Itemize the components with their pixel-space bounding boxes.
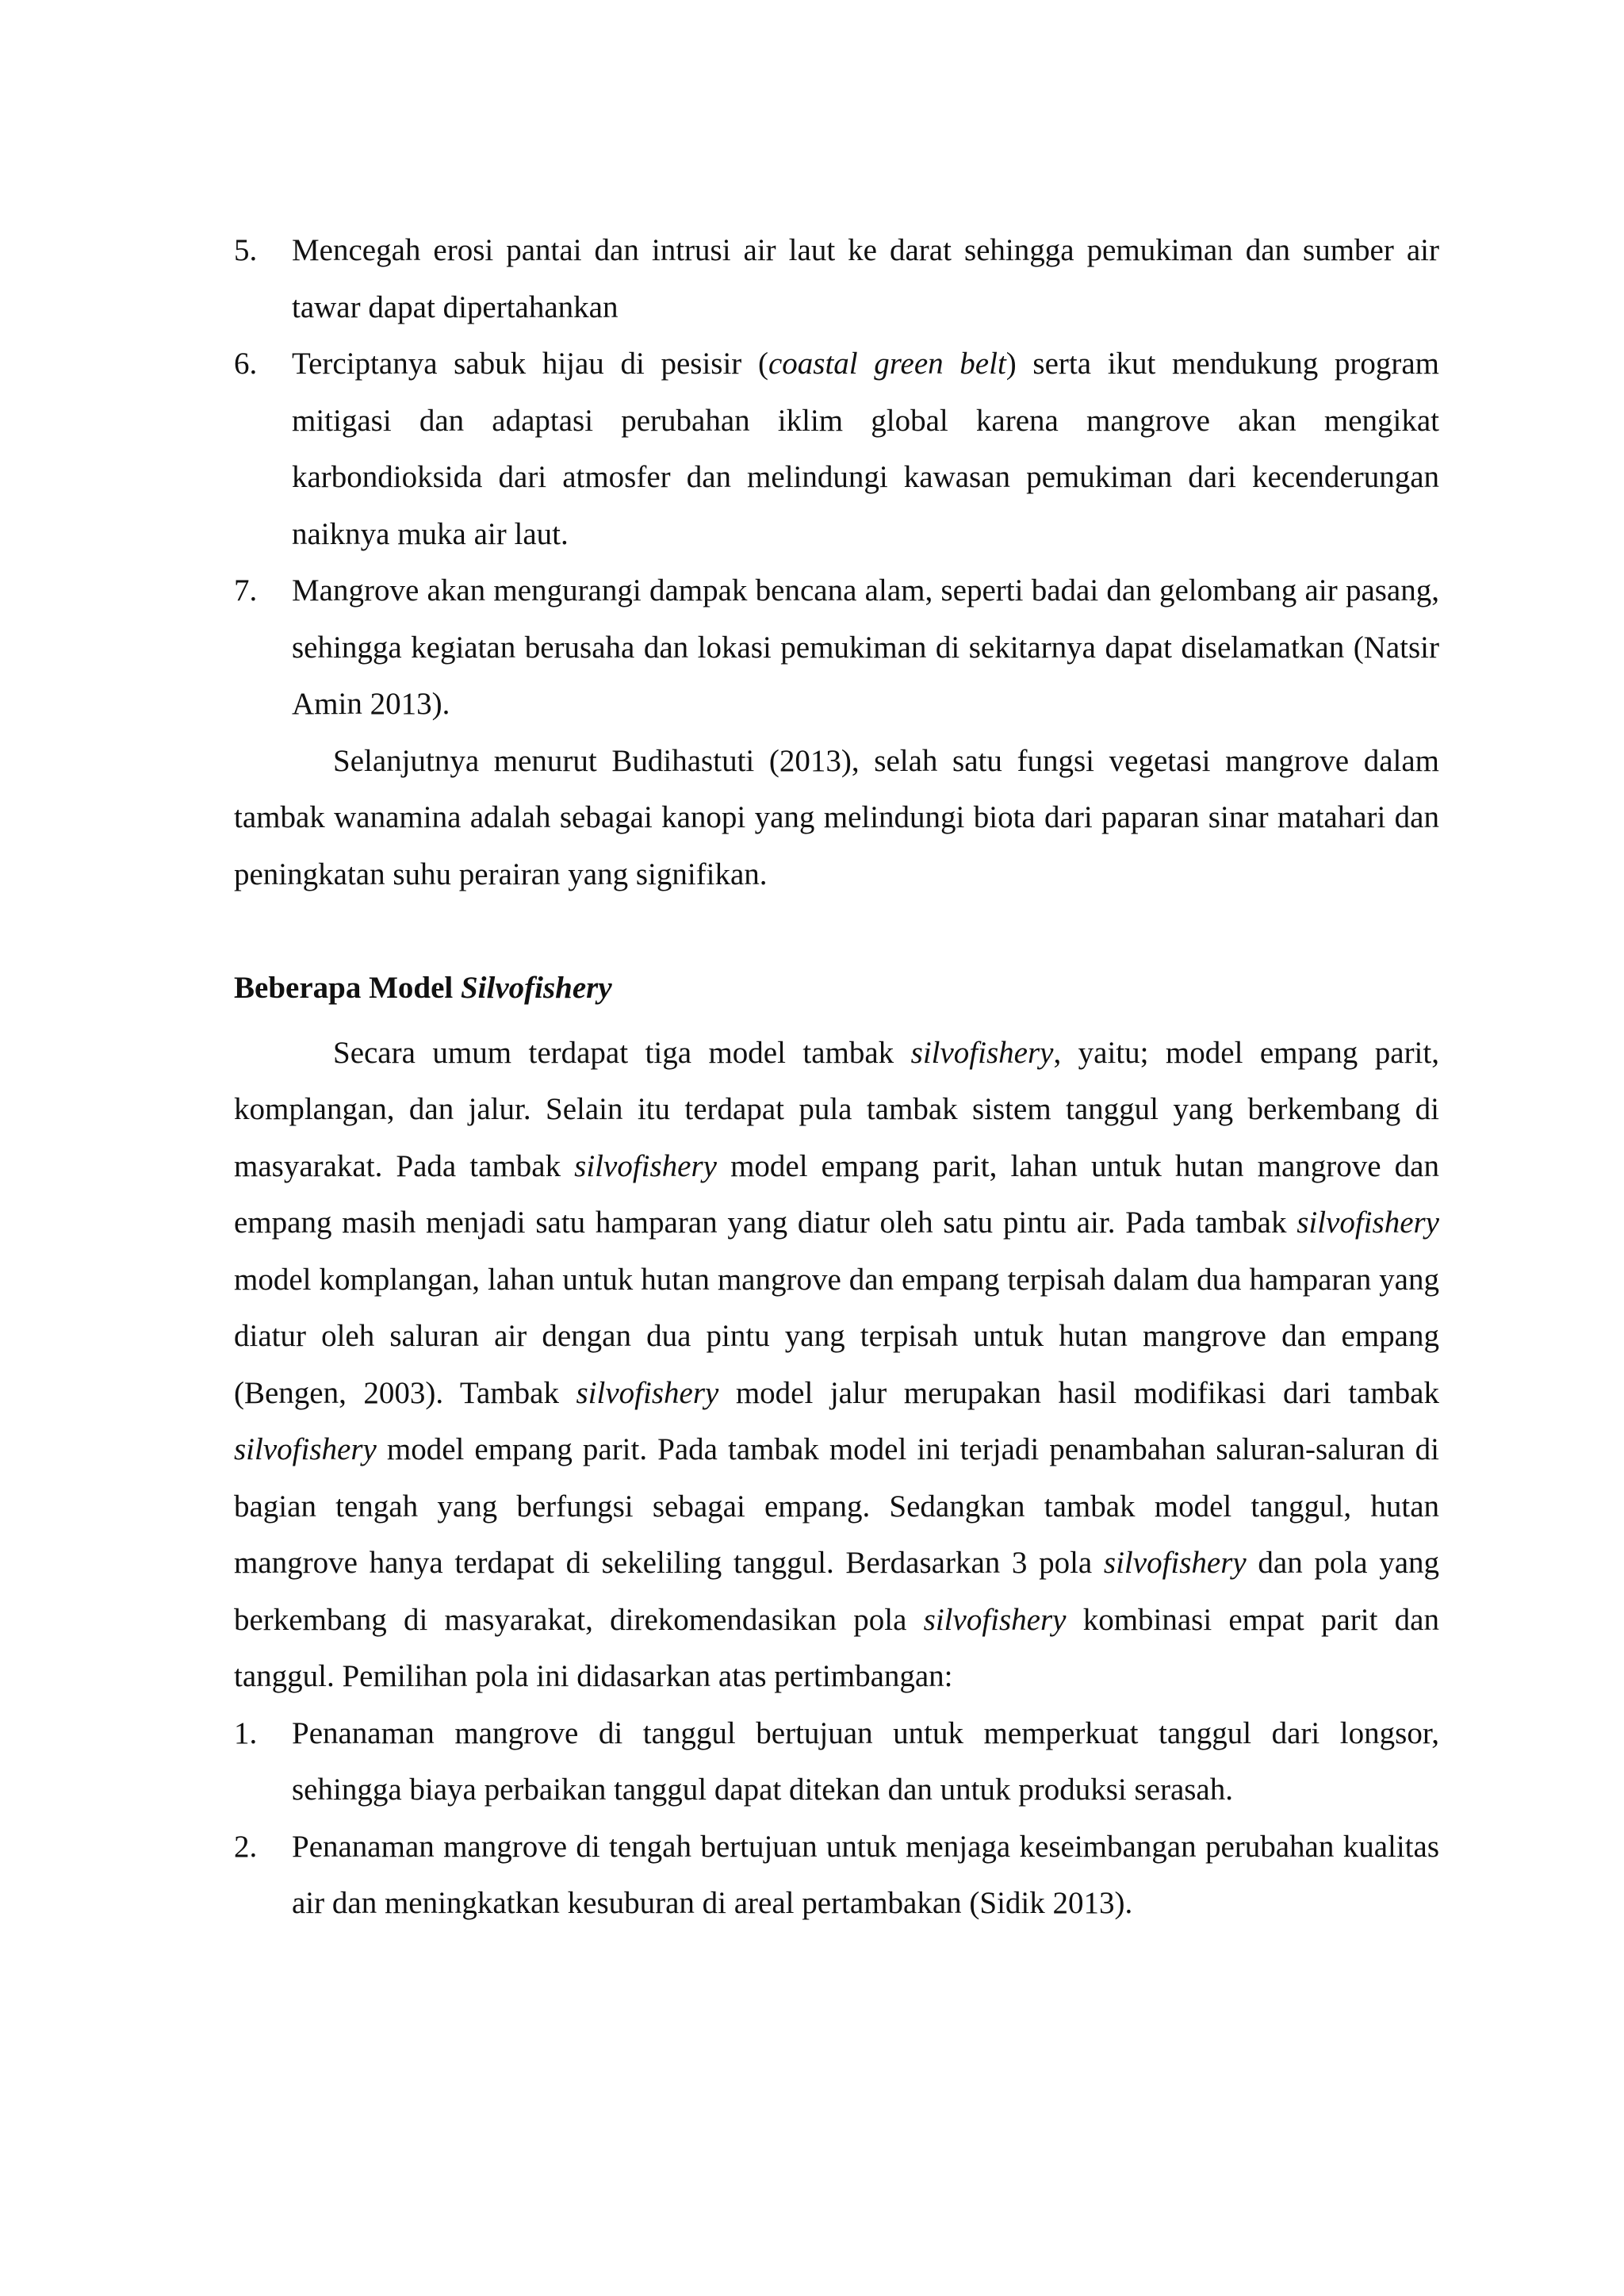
text-run: model komplangan, lahan untuk hutan mangrove dan empang terpisah dalam dua hamparan yang diatur oleh saluran air dengan dua pintu yang terpisah untuk hutan mangrove dan empang (Bengen, 2003). Tambak <box>234 1262 1439 1410</box>
list-item-5 <box>234 222 1439 335</box>
document-page <box>234 222 1439 1932</box>
italic-term: silvofishery <box>1103 1546 1247 1580</box>
list-text <box>292 347 1439 551</box>
paragraph-budihastuti: Selanjutnya menurut Budihastuti (2013), selah satu fungsi vegetasi mangrove dalam tambak wanamina adalah sebagai kanopi yang melindungi biota dari paparan sinar matahari dan peningkatan suhu perairan yang signifikan. <box>234 743 1439 891</box>
text-run: Secara umum terdapat tiga model tambak <box>333 1035 911 1070</box>
list-number: 7. <box>234 573 258 608</box>
heading-italic: Silvofishery <box>460 971 612 1005</box>
list-text: Penanaman mangrove di tanggul bertujuan untuk memperkuat tanggul dari longsor, sehingga biaya perbaikan tanggul dapat ditekan dan untuk produksi serasah. <box>292 1715 1439 1807</box>
italic-term: coastal green belt <box>768 347 1006 381</box>
list-text: Mencegah erosi pantai dan intrusi air laut ke darat sehingga pemukiman dan sumber air tawar dapat dipertahankan <box>292 233 1439 324</box>
list-item-2 <box>234 1819 1439 1932</box>
list-number: 1. <box>234 1715 258 1750</box>
list-item-7 <box>234 562 1439 733</box>
italic-term: silvofishery <box>910 1035 1054 1070</box>
text-run: model jalur merupakan hasil modifikasi dari tambak <box>718 1375 1439 1410</box>
paragraph-silvofishery-models <box>234 1025 1439 1705</box>
italic-term: silvofishery <box>1297 1205 1439 1240</box>
list-number: 6. <box>234 347 258 381</box>
list-item-1 <box>234 1705 1439 1819</box>
text-run: ) serta ikut mendukung program mitigasi dan adaptasi perubahan iklim global karena mangrove akan mengikat karbondioksida dari atmosfer dan melindungi kawasan pemukiman dari kecenderungan naiknya muka air laut. <box>292 347 1439 551</box>
italic-term: silvofishery <box>576 1375 719 1410</box>
text-run: model empang parit, lahan untuk hutan mangrove dan empang masih menjadi satu hamparan yang diatur oleh satu pintu air. Pada tambak <box>234 1148 1439 1240</box>
text-run: kombinasi empat parit dan tanggul. Pemilihan pola ini didasarkan atas pertimbangan: <box>234 1602 1439 1693</box>
italic-term: silvofishery <box>234 1432 377 1466</box>
text-run: dan pola yang berkembang di masyarakat, direkomendasikan pola <box>234 1546 1440 1637</box>
list-number: 5. <box>234 233 258 267</box>
list-item-6 <box>234 335 1439 562</box>
text-run: model empang parit. Pada tambak model ini terjadi penambahan saluran-saluran di bagian tengah yang berfungsi sebagai empang. Sedangkan tambak model tanggul, hutan mangrove hanya terdapat di sekeliling tanggul. Berdasarkan 3 pola <box>234 1432 1439 1580</box>
section-heading <box>234 960 1439 1017</box>
list-text: Mangrove akan mengurangi dampak bencana alam, seperti badai dan gelombang air pasang, sehingga kegiatan berusaha dan lokasi pemukiman di sekitarnya dapat diselamatkan (Natsir Amin 2013). <box>292 573 1439 721</box>
list-number: 2. <box>234 1829 258 1864</box>
text-run: Terciptanya sabuk hijau di pesisir ( <box>292 347 768 381</box>
heading-text: Beberapa Model <box>234 971 461 1005</box>
italic-term: silvofishery <box>923 1602 1067 1637</box>
italic-term: silvofishery <box>574 1148 717 1183</box>
list-text: Penanaman mangrove di tengah bertujuan untuk menjaga keseimbangan perubahan kualitas air dan meningkatkan kesuburan di areal pertambakan (Sidik 2013). <box>292 1829 1439 1920</box>
text-run: , yaitu; model empang parit, komplangan, dan jalur. Selain itu terdapat pula tambak sistem tanggul yang berkembang di masyarakat. Pada tambak <box>234 1035 1439 1183</box>
